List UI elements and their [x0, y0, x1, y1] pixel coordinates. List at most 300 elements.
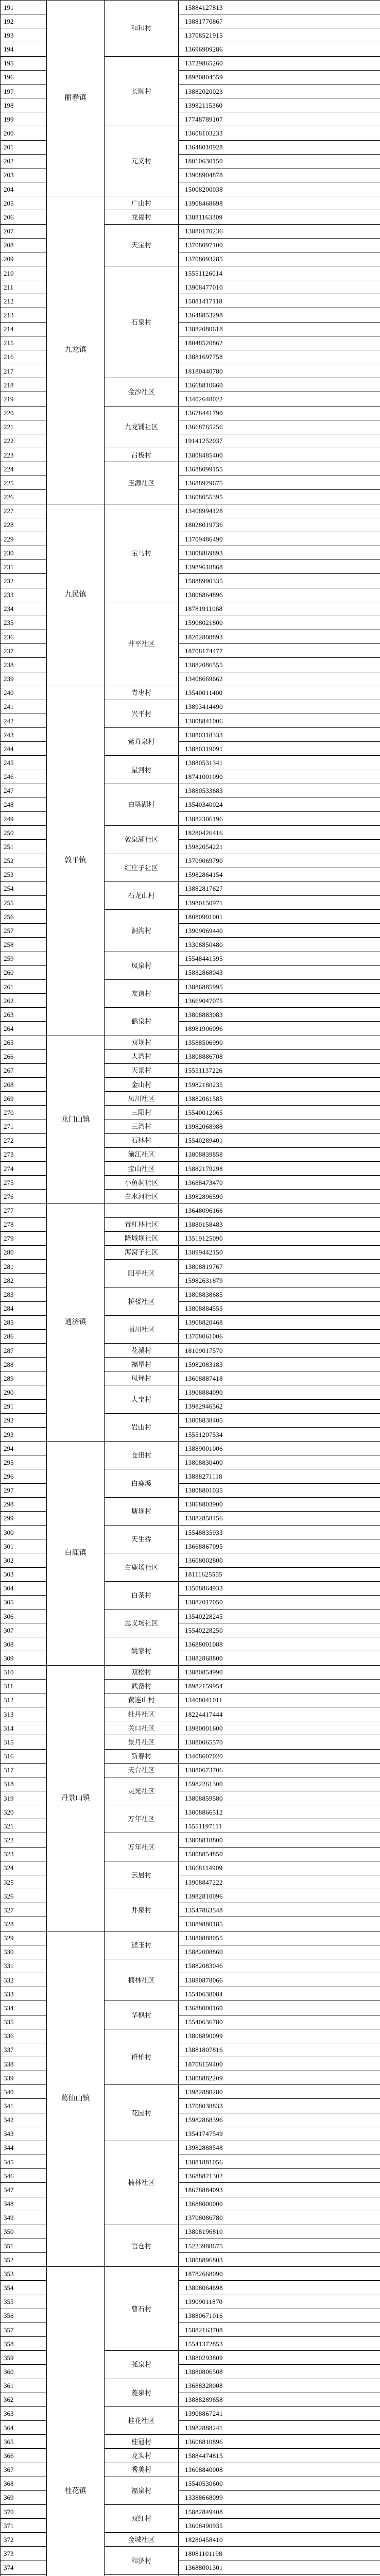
row-number: 361 — [1, 2379, 47, 2393]
phone-number: 13808866512 — [179, 1805, 380, 1819]
phone-number: 18678884093 — [179, 2183, 380, 2197]
phone-number: 15882008860 — [179, 1945, 380, 1959]
row-number: 301 — [1, 1539, 47, 1553]
town-cell: 白鹿镇 — [47, 1442, 105, 1666]
phone-number: 13982888241 — [179, 2421, 380, 2435]
row-number: 360 — [1, 2365, 47, 2379]
row-number: 228 — [1, 518, 47, 532]
village-cell: 双红村 — [105, 2504, 179, 2532]
phone-number: 13668114909 — [179, 1861, 380, 1875]
row-number: 264 — [1, 1022, 47, 1036]
phone-number: 13408669662 — [179, 672, 380, 686]
row-number: 206 — [1, 210, 47, 224]
row-number: 233 — [1, 588, 47, 602]
row-number: 307 — [1, 1623, 47, 1637]
phone-number: 13688001301 — [179, 2561, 380, 2574]
phone-number: 13540340024 — [179, 798, 380, 811]
row-number: 237 — [1, 644, 47, 658]
village-cell: 天台社区 — [105, 1763, 179, 1777]
town-cell: 通济镇 — [47, 1204, 105, 1442]
row-number: 336 — [1, 2029, 47, 2043]
phone-number: 13908867241 — [179, 2406, 380, 2420]
phone-number: 13808864896 — [179, 588, 380, 602]
town-cell: 桂花镇 — [47, 2267, 105, 2576]
phone-number: 13708086780 — [179, 2211, 380, 2225]
phone-number: 13408607020 — [179, 1749, 380, 1763]
row-number: 359 — [1, 2351, 47, 2365]
phone-number: 13893414490 — [179, 700, 380, 714]
village-cell: 井泉村 — [105, 1889, 179, 1931]
village-cell: 阳平社区 — [105, 1260, 179, 1287]
table-row — [1, 1, 380, 14]
village-cell: 天生桥 — [105, 1526, 179, 1553]
row-number: 346 — [1, 2169, 47, 2183]
phone-number: 13982068988 — [179, 1120, 380, 1133]
village-cell: 福星村 — [105, 1358, 179, 1371]
village-cell: 石林村 — [105, 1133, 179, 1147]
phone-number: 15884474815 — [179, 2449, 380, 2463]
row-number: 299 — [1, 1511, 47, 1525]
phone-number: 13540228245 — [179, 1609, 380, 1623]
phone-number: 15882163708 — [179, 2323, 380, 2336]
row-number: 367 — [1, 2463, 47, 2477]
row-number: 218 — [1, 378, 47, 392]
phone-number: 13868803900 — [179, 1497, 380, 1511]
row-number: 213 — [1, 308, 47, 322]
phone-number: 13808838685 — [179, 1287, 380, 1301]
village-cell: 华枫村 — [105, 2001, 179, 2029]
row-number: 205 — [1, 196, 47, 210]
row-number: 327 — [1, 1903, 47, 1917]
phone-number: 18180440780 — [179, 364, 380, 378]
phone-number: 15541372853 — [179, 2337, 380, 2351]
row-number: 268 — [1, 1078, 47, 1092]
phone-number: 13669047075 — [179, 994, 380, 1008]
phone-number: 13688328008 — [179, 2379, 380, 2393]
row-number: 265 — [1, 1036, 47, 1049]
phone-number: 13908904878 — [179, 168, 380, 182]
village-cell: 熊玉村 — [105, 1931, 179, 1959]
phone-number: 18980804559 — [179, 70, 380, 84]
village-cell: 桂冠村 — [105, 2435, 179, 2449]
row-number: 223 — [1, 448, 47, 462]
phone-number: 13880806508 — [179, 2365, 380, 2379]
village-cell: 秀美村 — [105, 2463, 179, 2477]
village-cell: 白鹿溪 — [105, 1469, 179, 1497]
row-number: 284 — [1, 1301, 47, 1315]
phone-number: 13708061006 — [179, 1329, 380, 1343]
phone-number: 13708093285 — [179, 252, 380, 266]
row-number: 280 — [1, 1245, 47, 1259]
phone-number: 13808839858 — [179, 1147, 380, 1161]
row-number: 279 — [1, 1231, 47, 1245]
phone-number: 13880854990 — [179, 1665, 380, 1679]
village-cell: 吕板村 — [105, 448, 179, 462]
phone-number: 15540012065 — [179, 1106, 380, 1120]
row-number: 261 — [1, 979, 47, 993]
row-number: 275 — [1, 1176, 47, 1190]
phone-number: 13881807816 — [179, 2043, 380, 2057]
phone-number: 13808882209 — [179, 2071, 380, 2085]
phone-number: 13402648022 — [179, 392, 380, 406]
phone-number: 18202808893 — [179, 630, 380, 644]
phone-number: 13708521915 — [179, 28, 380, 42]
phone-number: 15888990335 — [179, 574, 380, 588]
phone-number: 13808869893 — [179, 546, 380, 560]
village-cell: 岩山村 — [105, 1413, 179, 1441]
row-number: 353 — [1, 2267, 47, 2281]
town-cell: 丹景山镇 — [47, 1665, 105, 1931]
phone-number: 13808838405 — [179, 1413, 380, 1427]
village-cell: 宝马村 — [105, 504, 179, 602]
village-cell: 万年社区 — [105, 1833, 179, 1861]
phone-number: 13881163309 — [179, 210, 380, 224]
row-number: 210 — [1, 266, 47, 280]
row-number: 300 — [1, 1526, 47, 1539]
phone-number: 13709486490 — [179, 532, 380, 546]
phone-number: 15882849408 — [179, 2504, 380, 2518]
row-number: 202 — [1, 154, 47, 168]
village-cell: 云居村 — [105, 1861, 179, 1889]
row-number: 195 — [1, 56, 47, 70]
row-number: 220 — [1, 406, 47, 420]
row-number: 244 — [1, 742, 47, 756]
phone-number: 15008200038 — [179, 182, 380, 196]
phone-number: 13688473470 — [179, 1176, 380, 1190]
village-cell: 龙福村 — [105, 210, 179, 224]
village-cell: 新春村 — [105, 1749, 179, 1763]
phone-number: 13880531341 — [179, 756, 380, 770]
village-cell: 曹石村 — [105, 2267, 179, 2351]
row-number: 302 — [1, 1553, 47, 1567]
phone-number: 15551207534 — [179, 1427, 380, 1441]
phone-number: 13882017050 — [179, 1595, 380, 1609]
row-number: 355 — [1, 2295, 47, 2309]
row-number: 278 — [1, 1217, 47, 1231]
row-number: 216 — [1, 350, 47, 364]
phone-number: 13880533683 — [179, 784, 380, 798]
row-number: 331 — [1, 1959, 47, 1973]
phone-number: 13882080618 — [179, 322, 380, 336]
village-cell: 金沙社区 — [105, 378, 179, 406]
row-number: 207 — [1, 224, 47, 238]
phone-number: 13808883083 — [179, 1008, 380, 1022]
table-row — [1, 504, 380, 518]
phone-number: 13982888548 — [179, 2141, 380, 2155]
row-number: 260 — [1, 965, 47, 979]
row-number: 270 — [1, 1106, 47, 1120]
table-row — [1, 1665, 380, 1679]
phone-number: 13889880185 — [179, 1917, 380, 1931]
village-cell: 星河村 — [105, 756, 179, 784]
town-cell: 丽春镇 — [47, 1, 105, 196]
town-cell: 龙门山镇 — [47, 1036, 105, 1204]
row-number: 282 — [1, 1274, 47, 1287]
phone-number: 13408041011 — [179, 1693, 380, 1707]
phone-number: 18708159400 — [179, 2057, 380, 2071]
row-number: 250 — [1, 826, 47, 840]
row-number: 252 — [1, 854, 47, 868]
row-number: 231 — [1, 560, 47, 574]
row-number: 334 — [1, 2001, 47, 2015]
phone-number: 13608887418 — [179, 1371, 380, 1385]
row-number: 256 — [1, 910, 47, 924]
row-number: 350 — [1, 2225, 47, 2239]
row-number: 322 — [1, 1833, 47, 1847]
phone-number: 15551197111 — [179, 1819, 380, 1833]
phone-number: 13519125090 — [179, 1231, 380, 1245]
phone-number: 13908468698 — [179, 196, 380, 210]
row-number: 222 — [1, 434, 47, 448]
village-cell: 官仓村 — [105, 2225, 179, 2266]
row-number: 311 — [1, 1679, 47, 1693]
phone-number: 13808841006 — [179, 714, 380, 727]
row-number: 229 — [1, 532, 47, 546]
village-cell: 双松村 — [105, 1665, 179, 1679]
row-number: 225 — [1, 476, 47, 490]
phone-number: 13808884555 — [179, 1301, 380, 1315]
phone-number: 13880888055 — [179, 1931, 380, 1945]
phone-number: 13980150971 — [179, 896, 380, 910]
phone-number: 13688099155 — [179, 462, 380, 476]
row-number: 314 — [1, 1721, 47, 1735]
phone-number: 15982180235 — [179, 1078, 380, 1092]
village-cell: 海窝子社区 — [105, 1245, 179, 1259]
row-number: 247 — [1, 784, 47, 798]
village-cell: 大宝村 — [105, 1385, 179, 1413]
phone-number: 18010630150 — [179, 154, 380, 168]
village-cell: 塘坝村 — [105, 1497, 179, 1525]
row-number: 193 — [1, 28, 47, 42]
phone-number: 13408994128 — [179, 504, 380, 518]
village-cell: 和和村 — [105, 1, 179, 57]
row-number: 249 — [1, 812, 47, 826]
row-number: 234 — [1, 602, 47, 616]
phone-number: 13982115360 — [179, 98, 380, 112]
village-cell: 广山村 — [105, 196, 179, 210]
village-cell: 隆城坝社区 — [105, 1231, 179, 1245]
phone-number: 13880878066 — [179, 1973, 380, 1987]
phone-number: 13909011870 — [179, 2295, 380, 2309]
phone-number: 15223988675 — [179, 2239, 380, 2253]
row-number: 312 — [1, 1693, 47, 1707]
phone-number: 13982946562 — [179, 1399, 380, 1413]
phone-number: 18028019736 — [179, 518, 380, 532]
phone-number: 13668765256 — [179, 420, 380, 434]
phone-number: 13982880280 — [179, 2085, 380, 2099]
row-number: 239 — [1, 672, 47, 686]
row-number: 340 — [1, 2085, 47, 2099]
phone-number: 15808854850 — [179, 1847, 380, 1861]
phone-number: 15540530600 — [179, 2477, 380, 2490]
phone-number: 13808064698 — [179, 2281, 380, 2295]
phone-number: 18109017570 — [179, 1344, 380, 1358]
phone-number: 15551137226 — [179, 1063, 380, 1077]
row-number: 286 — [1, 1329, 47, 1343]
phone-number: 13886885995 — [179, 979, 380, 993]
row-number: 319 — [1, 1791, 47, 1805]
phone-number: 13808485400 — [179, 448, 380, 462]
phone-number: 13508864933 — [179, 1581, 380, 1595]
row-number: 344 — [1, 2141, 47, 2155]
phone-number: 13882020023 — [179, 84, 380, 98]
village-cell: 关口社区 — [105, 1721, 179, 1735]
row-number: 262 — [1, 994, 47, 1008]
town-cell: 九民镇 — [47, 504, 105, 686]
row-number: 365 — [1, 2435, 47, 2449]
phone-number: 13608103233 — [179, 126, 380, 140]
village-cell: 白茶村 — [105, 1581, 179, 1609]
row-number: 246 — [1, 770, 47, 784]
row-number: 303 — [1, 1567, 47, 1581]
row-number: 345 — [1, 2155, 47, 2169]
phone-number: 13808890099 — [179, 2029, 380, 2043]
row-number: 277 — [1, 1204, 47, 1217]
village-cell: 敦泉湖社区 — [105, 826, 179, 854]
phone-number: 15982083183 — [179, 1358, 380, 1371]
row-number: 368 — [1, 2477, 47, 2490]
row-number: 197 — [1, 84, 47, 98]
phone-number: 13882086555 — [179, 658, 380, 672]
village-cell: 思义场社区 — [105, 1609, 179, 1637]
table-row — [1, 1204, 380, 1217]
phone-number: 13708038833 — [179, 2099, 380, 2113]
village-cell: 金山村 — [105, 1078, 179, 1092]
village-cell: 双坝村 — [105, 1036, 179, 1049]
row-number: 306 — [1, 1609, 47, 1623]
row-number: 241 — [1, 700, 47, 714]
phone-number: 13808830400 — [179, 1455, 380, 1469]
phone-number: 15551126014 — [179, 266, 380, 280]
phone-number: 18982159954 — [179, 1679, 380, 1693]
phone-number: 13547863548 — [179, 1903, 380, 1917]
village-cell: 仓田村 — [105, 1442, 179, 1469]
phone-number: 13608810896 — [179, 2435, 380, 2449]
phone-number: 15540638084 — [179, 1987, 380, 2001]
phone-number: 13708097100 — [179, 238, 380, 252]
phone-number: 13308850480 — [179, 938, 380, 952]
table-row — [1, 686, 380, 700]
row-number: 209 — [1, 252, 47, 266]
row-number: 266 — [1, 1049, 47, 1063]
row-number: 330 — [1, 1945, 47, 1959]
town-cell: 葛仙山镇 — [47, 1931, 105, 2267]
phone-number: 13880293809 — [179, 2351, 380, 2365]
row-number: 288 — [1, 1358, 47, 1371]
village-cell: 黄连山村 — [105, 1693, 179, 1707]
row-number: 362 — [1, 2393, 47, 2406]
row-number: 326 — [1, 1889, 47, 1903]
row-number: 369 — [1, 2490, 47, 2504]
table-row — [1, 196, 380, 210]
phone-number: 13808801035 — [179, 1483, 380, 1497]
phone-number: 13888271118 — [179, 1469, 380, 1483]
phone-number: 18280426416 — [179, 826, 380, 840]
row-number: 287 — [1, 1344, 47, 1358]
phone-number: 15982868396 — [179, 2113, 380, 2127]
phone-number: 13648096166 — [179, 1204, 380, 1217]
village-cell: 青枣村 — [105, 686, 179, 700]
phone-number: 13688000000 — [179, 2197, 380, 2211]
row-number: 203 — [1, 168, 47, 182]
row-number: 316 — [1, 1749, 47, 1763]
row-number: 358 — [1, 2337, 47, 2351]
village-cell: 天宝村 — [105, 224, 179, 266]
town-cell: 敦平镇 — [47, 686, 105, 1036]
phone-number: 13688929675 — [179, 476, 380, 490]
row-number: 226 — [1, 490, 47, 504]
row-number: 192 — [1, 14, 47, 28]
phone-number: 13808196810 — [179, 2225, 380, 2239]
village-cell: 玉源社区 — [105, 462, 179, 504]
phone-number: 13709069790 — [179, 854, 380, 868]
phone-number: 13908884090 — [179, 1385, 380, 1399]
row-number: 329 — [1, 1931, 47, 1945]
row-number: 374 — [1, 2561, 47, 2574]
row-number: 339 — [1, 2071, 47, 2085]
row-number: 271 — [1, 1120, 47, 1133]
row-number: 348 — [1, 2197, 47, 2211]
village-cell: 龙头村 — [105, 2449, 179, 2463]
village-cell: 福泉村 — [105, 2477, 179, 2504]
row-number: 196 — [1, 70, 47, 84]
village-cell: 白塔湖村 — [105, 784, 179, 825]
village-cell: 友谊村 — [105, 979, 179, 1007]
phone-number: 18981906096 — [179, 1022, 380, 1036]
village-cell: 白鹿场社区 — [105, 1553, 179, 1581]
row-number: 263 — [1, 1008, 47, 1022]
row-number: 194 — [1, 42, 47, 56]
row-number: 199 — [1, 112, 47, 126]
row-number: 259 — [1, 952, 47, 965]
phone-number: 13882817627 — [179, 882, 380, 895]
row-number: 310 — [1, 1665, 47, 1679]
row-number: 373 — [1, 2547, 47, 2561]
row-number: 317 — [1, 1763, 47, 1777]
phone-number: 13882858456 — [179, 1511, 380, 1525]
row-number: 235 — [1, 616, 47, 630]
row-number: 305 — [1, 1595, 47, 1609]
row-number: 354 — [1, 2281, 47, 2295]
row-number: 309 — [1, 1651, 47, 1665]
phone-number: 13688821302 — [179, 2169, 380, 2183]
village-cell: 凤坪村 — [105, 1371, 179, 1385]
row-number: 204 — [1, 182, 47, 196]
row-number: 357 — [1, 2323, 47, 2336]
village-cell: 天景村 — [105, 1063, 179, 1077]
phone-number: 13881697758 — [179, 350, 380, 364]
village-cell: 万年社区 — [105, 1805, 179, 1833]
row-number: 297 — [1, 1483, 47, 1497]
row-number: 349 — [1, 2211, 47, 2225]
row-number: 219 — [1, 392, 47, 406]
town-cell: 九龙镇 — [47, 196, 105, 504]
row-number: 248 — [1, 798, 47, 811]
row-number: 224 — [1, 462, 47, 476]
row-number: 295 — [1, 1455, 47, 1469]
phone-number: 13882061585 — [179, 1092, 380, 1106]
village-cell: 牡丹社区 — [105, 1707, 179, 1721]
phone-number: 13909069440 — [179, 924, 380, 938]
row-number: 352 — [1, 2253, 47, 2267]
row-number: 245 — [1, 756, 47, 770]
phone-number: 13688001088 — [179, 1637, 380, 1651]
village-cell: 小鱼洞社区 — [105, 1176, 179, 1190]
row-number: 318 — [1, 1777, 47, 1791]
phone-number: 13808896803 — [179, 2253, 380, 2267]
row-number: 320 — [1, 1805, 47, 1819]
phone-number: 15882083046 — [179, 1959, 380, 1973]
